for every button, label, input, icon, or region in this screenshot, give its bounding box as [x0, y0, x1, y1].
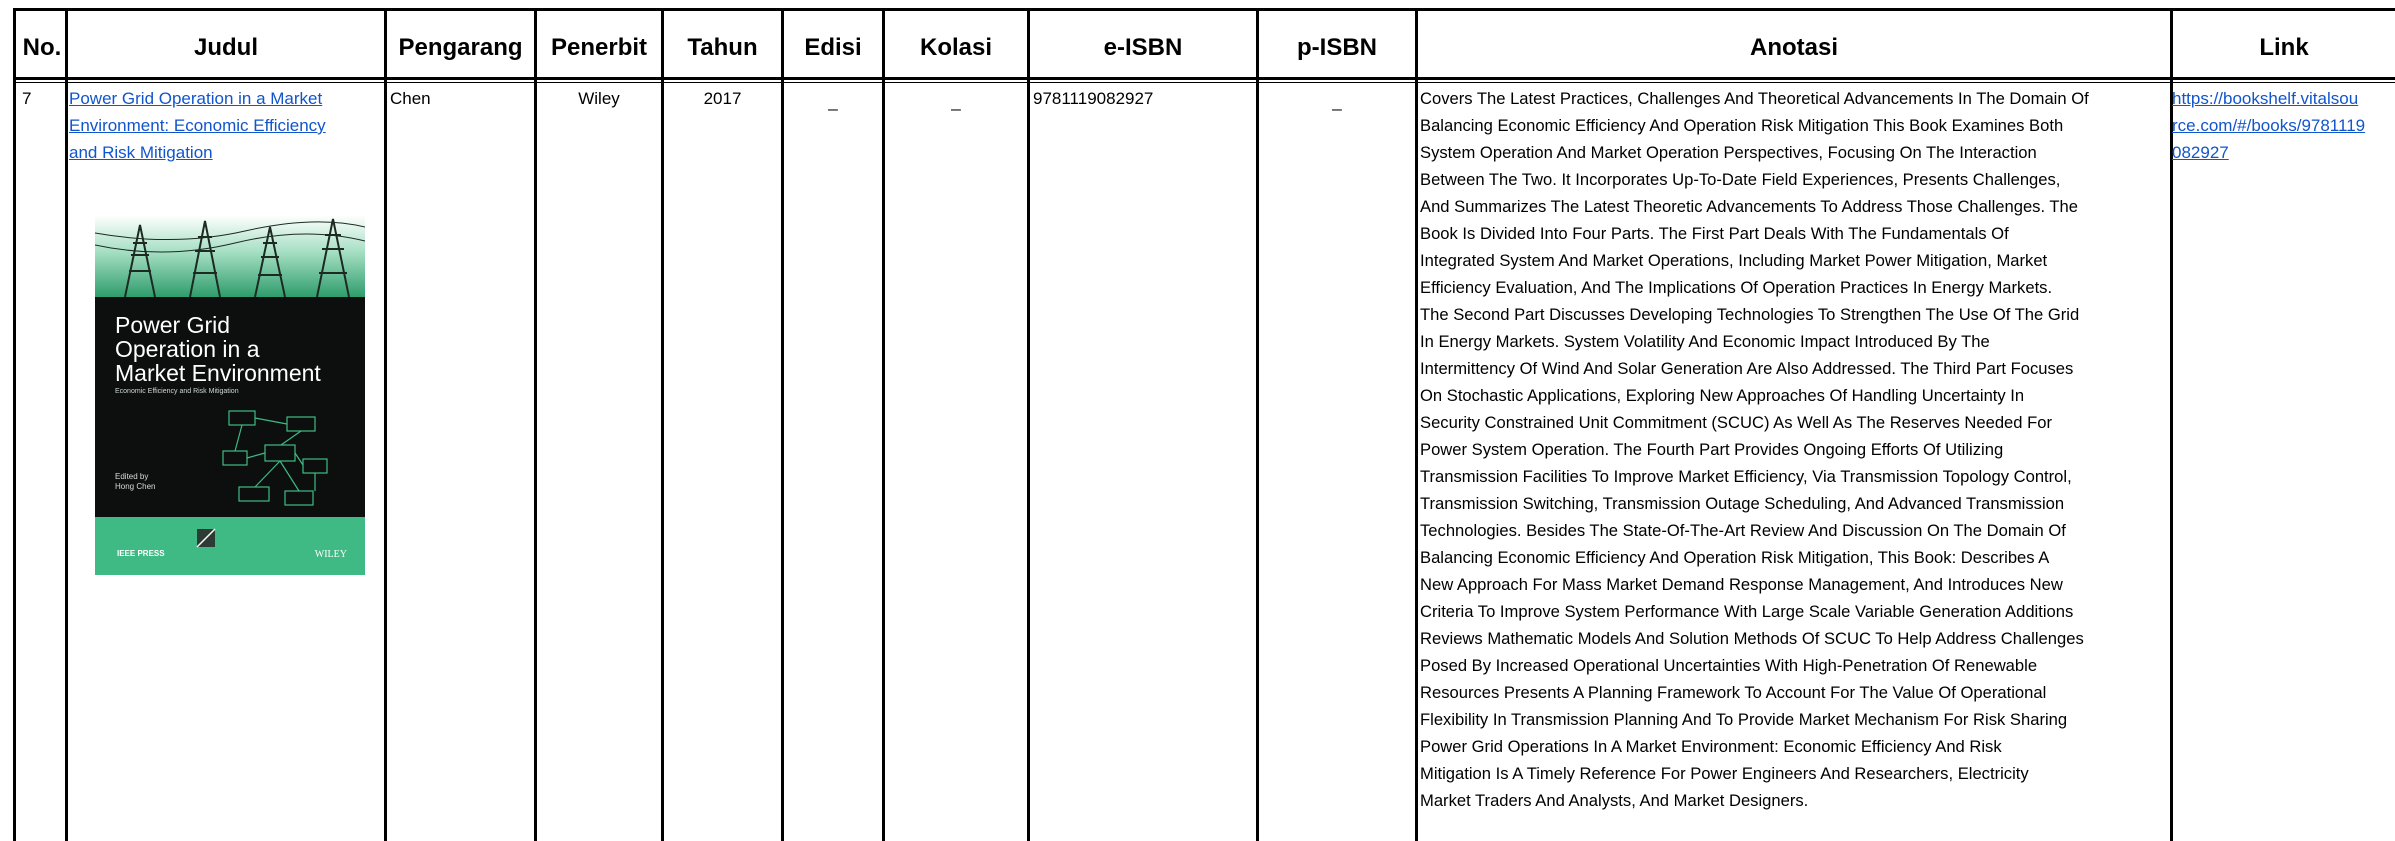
anotasi-line: Efficiency Evaluation, And The Implications Of Operation Practices In Energy Markets. [1420, 278, 2053, 297]
header-penerbit: Penerbit [550, 34, 648, 61]
header-edisi: Edisi [804, 34, 862, 61]
anotasi-line: Security Constrained Unit Commitment (SCUC) As Well As The Reserves Needed For [1420, 413, 2053, 432]
anotasi-line: Balancing Economic Efficiency And Operation Risk Mitigation, This Book: Describes A [1420, 548, 2050, 567]
anotasi-line: Transmission Facilities To Improve Market Efficiency, Via Transmission Topology Control, [1420, 467, 2072, 486]
col-border-edisi [882, 8, 885, 841]
anotasi-line: Book Is Divided Into Four Parts. The First Part Deals With The Fundamentals Of [1420, 224, 2009, 243]
anotasi-line: System Operation And Market Operation Perspectives, Focusing On The Interaction [1420, 143, 2037, 162]
cover-editor: Edited by Hong Chen [115, 472, 156, 491]
cell-no: 7 [22, 89, 32, 108]
cover-series-label: IEEE PRESS [117, 549, 165, 558]
book-cover-image [95, 215, 365, 575]
cover-title: Power Grid Operation in a Market Environment [115, 312, 321, 386]
header-judul: Judul [194, 34, 258, 61]
cell-edisi: _ [828, 92, 838, 111]
col-border-eisbn [1256, 8, 1259, 841]
anotasi-line: Balancing Economic Efficiency And Operation Risk Mitigation This Book Examines Both [1420, 116, 2064, 135]
book-title-link[interactable] [69, 85, 375, 166]
header-pisbn: p-ISBN [1297, 34, 1377, 61]
cell-tahun: 2017 [703, 89, 742, 108]
cover-publisher-logo: WILEY [314, 549, 347, 560]
col-border-pisbn [1415, 8, 1418, 841]
header-anotasi: Anotasi [1749, 34, 1838, 61]
col-border-left [13, 8, 16, 841]
header-eisbn: e-ISBN [1103, 34, 1183, 61]
col-border-judul [384, 8, 387, 841]
col-border-tahun [781, 8, 784, 841]
anotasi-line: And Summarizes The Latest Theoretic Advancements To Address Those Challenges. The [1420, 197, 2078, 216]
header-no: No. [22, 34, 62, 61]
col-border-no [65, 8, 68, 841]
anotasi-line: On Stochastic Applications, Exploring New Approaches Of Handling Uncertainty In [1420, 386, 2025, 405]
anotasi-line: Mitigation Is A Timely Reference For Power Engineers And Researchers, Electricity [1420, 764, 2029, 783]
cover-diagram-graphic [215, 403, 335, 513]
anotasi-line: Flexibility In Transmission Planning And To Provide Market Mechanism For Risk Sharing [1420, 710, 2068, 729]
cell-eisbn: 9781119082927 [1033, 89, 1154, 108]
col-border-kolasi [1027, 8, 1030, 841]
title-line-2[interactable]: Environment: Economic Efficiency [69, 116, 326, 135]
anotasi-line: New Approach For Mass Market Demand Response Management, And Introduces New [1420, 575, 2063, 594]
anotasi-line: Between The Two. It Incorporates Up-To-Date Field Experiences, Presents Challenges, [1420, 170, 2061, 189]
header-tahun: Tahun [687, 34, 758, 61]
header-kolasi: Kolasi [919, 34, 993, 61]
title-line-3[interactable]: and Risk Mitigation [69, 143, 213, 162]
anotasi-line: Resources Presents A Planning Framework To Account For The Value Of Operational [1420, 683, 2047, 702]
anotasi-line: Power System Operation. The Fourth Part Provides Ongoing Efforts Of Utilizing [1420, 440, 2004, 459]
anotasi-line: Intermittency Of Wind And Solar Generation Are Also Addressed. The Third Part Focuses [1420, 359, 2074, 378]
anotasi-line: Reviews Mathematic Models And Solution Methods Of SCUC To Help Address Challenges [1420, 629, 2084, 648]
cell-pisbn: _ [1332, 92, 1342, 111]
anotasi-line: In Energy Markets. System Volatility And Economic Impact Introduced By The [1420, 332, 1990, 351]
anotasi-line: Covers The Latest Practices, Challenges And Theoretical Advancements In The Domain Of [1420, 89, 2089, 108]
anotasi-line: The Second Part Discusses Developing Technologies To Strengthen The Use Of The Grid [1420, 305, 2080, 324]
col-border-penerbit [661, 8, 664, 841]
cell-anotasi [1420, 85, 2172, 814]
anotasi-line: Transmission Switching, Transmission Outage Scheduling, And Advanced Transmission [1420, 494, 2065, 513]
anotasi-line: Integrated System And Market Operations, Including Market Power Mitigation, Market [1420, 251, 2048, 270]
link-line-3[interactable]: 082927 [2172, 143, 2229, 162]
anotasi-line: Market Traders And Analysts, And Market Designers. [1420, 791, 1809, 810]
title-line-1[interactable]: Power Grid Operation in a Market [69, 89, 323, 108]
cover-subtitle: Economic Efficiency and Risk Mitigation [115, 388, 239, 395]
power-tower-icon [95, 215, 365, 297]
link-line-1[interactable]: https://bookshelf.vitalsou [2172, 89, 2359, 108]
ieee-logo-icon [191, 527, 231, 549]
cell-link[interactable] [2172, 85, 2394, 166]
anotasi-line: Technologies. Besides The State-Of-The-Art Review And Discussion On The Domain Of [1420, 521, 2066, 540]
cell-penerbit: Wiley [578, 89, 620, 108]
cell-kolasi: _ [951, 92, 961, 111]
header-pengarang: Pengarang [398, 34, 523, 61]
header-link: Link [2259, 34, 2309, 61]
anotasi-line: Criteria To Improve System Performance With Large Scale Variable Generation Additions [1420, 602, 2074, 621]
link-line-2[interactable]: rce.com/#/books/9781119 [2172, 116, 2366, 135]
anotasi-line: Posed By Increased Operational Uncertainties With High-Penetration Of Renewable [1420, 656, 2038, 675]
cell-pengarang: Chen [390, 89, 431, 108]
col-border-pengarang [534, 8, 537, 841]
anotasi-line: Power Grid Operations In A Market Environment: Economic Efficiency And Risk [1420, 737, 2002, 756]
